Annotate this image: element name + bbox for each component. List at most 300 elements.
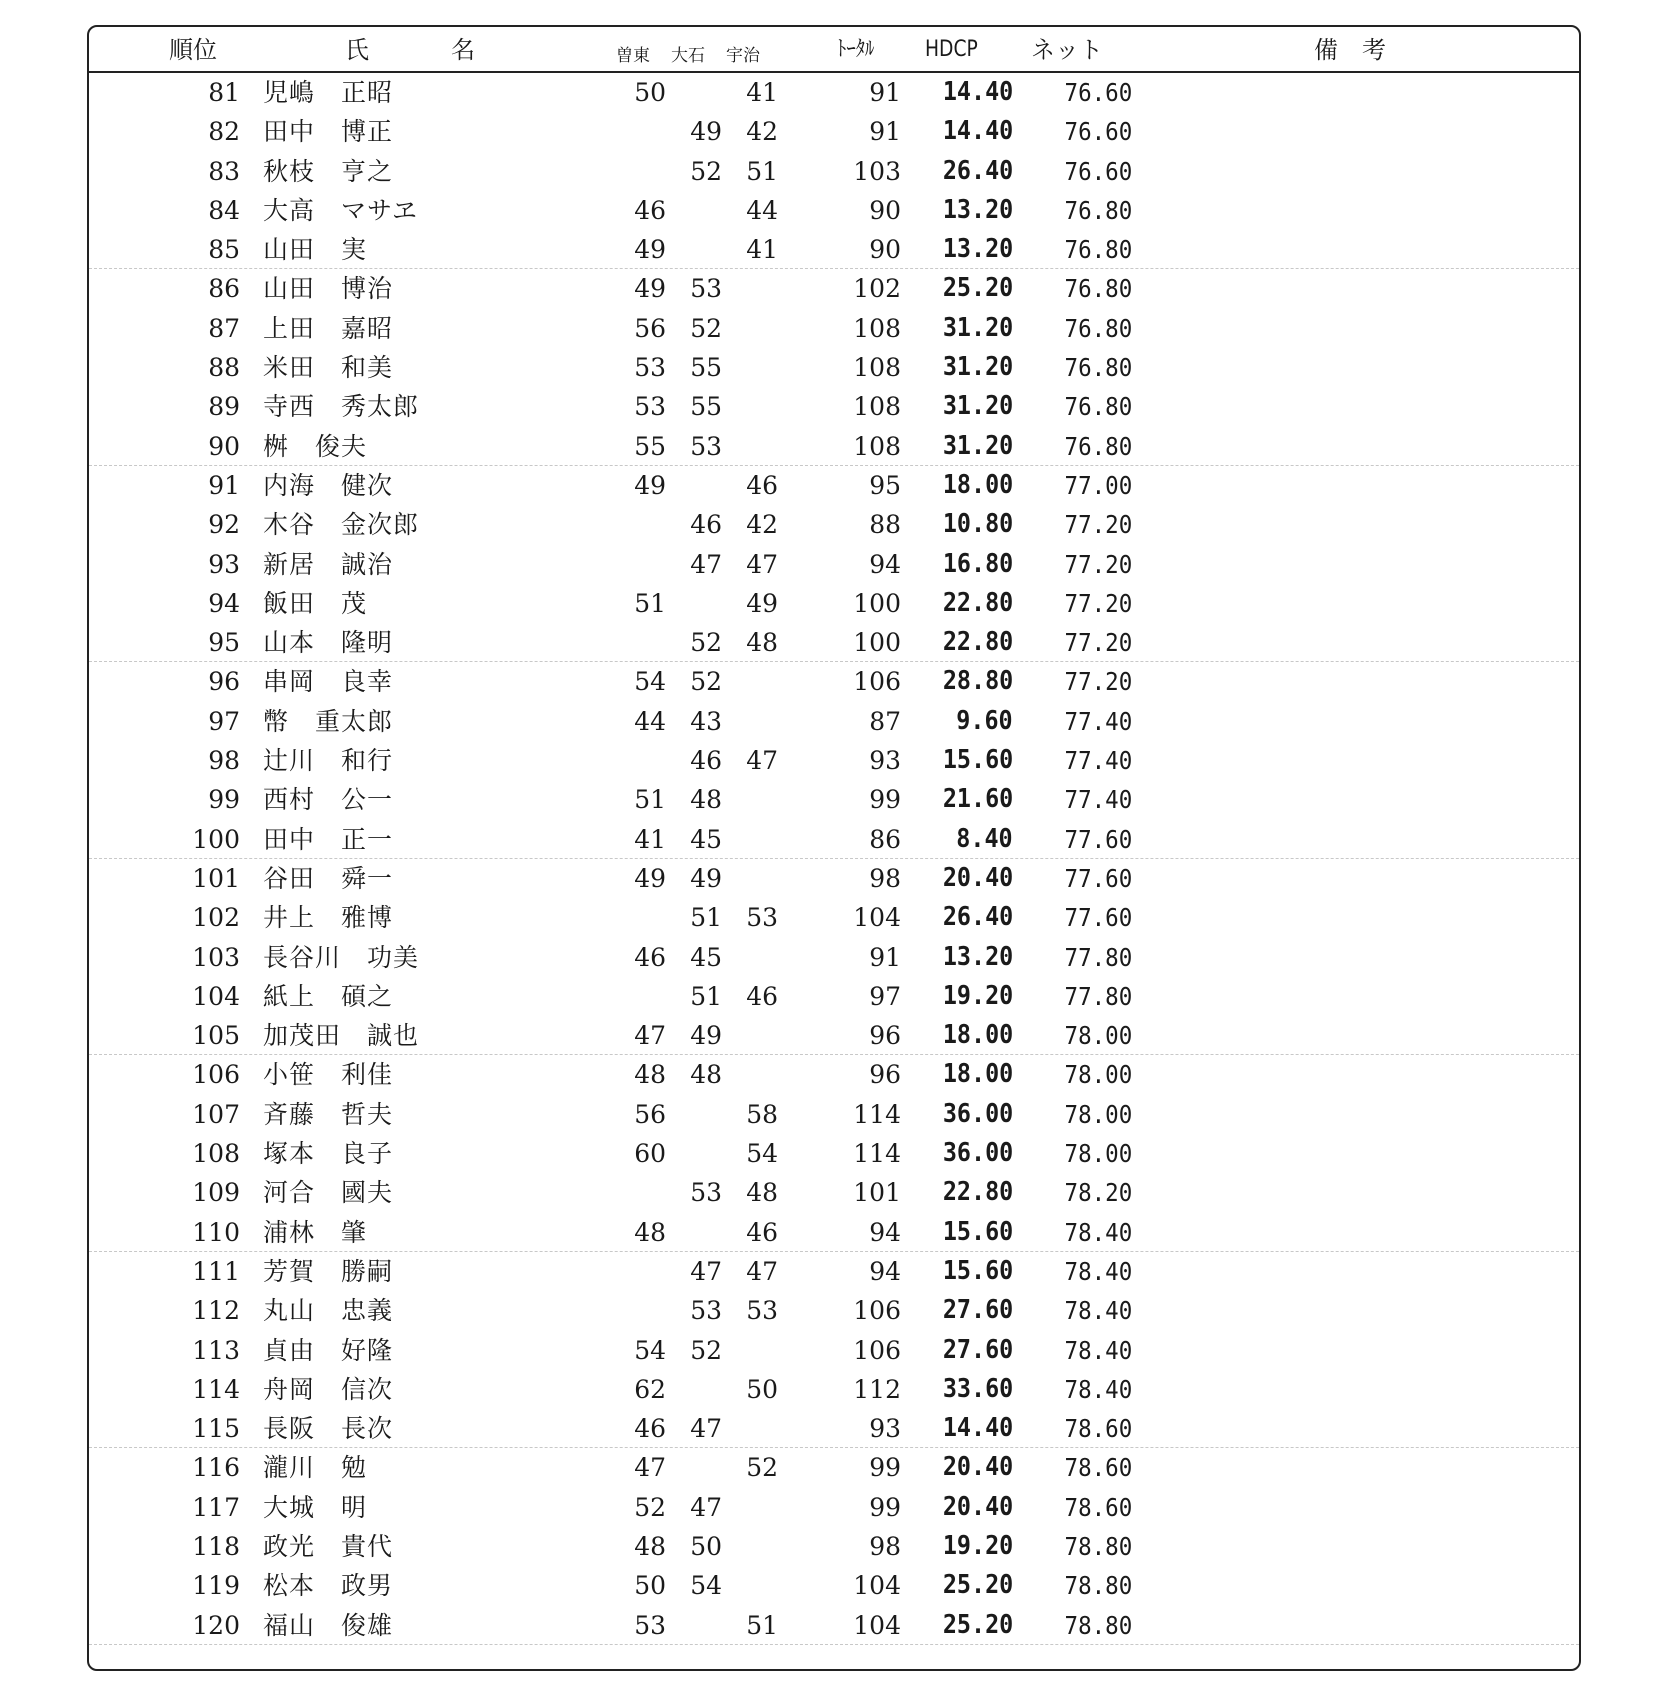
cell-rank: 83	[208, 156, 240, 186]
cell-hdcp: 15.60	[942, 1255, 1013, 1286]
cell-name: 山田 博治	[263, 274, 394, 304]
cell-s3: 52	[746, 1453, 778, 1483]
cell-net: 78.60	[1064, 1492, 1132, 1522]
cell-rank: 110	[192, 1217, 240, 1247]
cell-s1: 54	[634, 667, 666, 697]
table-row	[89, 1134, 1579, 1173]
table-row	[89, 1448, 1579, 1487]
cell-net: 78.00	[1064, 1139, 1132, 1169]
cell-s1: 50	[634, 78, 666, 107]
cell-s2: 45	[690, 824, 722, 854]
cell-net: 76.80	[1064, 235, 1132, 265]
cell-total: 104	[853, 903, 901, 933]
cell-s3: 58	[746, 1099, 778, 1129]
table-row	[89, 1055, 1579, 1094]
cell-rank: 100	[192, 824, 240, 854]
cell-rank: 90	[208, 431, 240, 461]
cell-total: 95	[869, 470, 901, 500]
cell-rank: 87	[208, 313, 240, 343]
cell-net: 76.60	[1064, 156, 1132, 186]
cell-s3: 49	[746, 588, 778, 618]
cell-rank: 94	[208, 588, 240, 618]
cell-name: 斉藤 哲夫	[263, 1099, 394, 1129]
cell-hdcp: 13.20	[942, 941, 1013, 972]
cell-rank: 93	[208, 549, 240, 579]
cell-name: 串岡 良幸	[263, 667, 394, 697]
cell-total: 100	[853, 588, 901, 618]
cell-rank: 99	[208, 785, 240, 815]
cell-net: 77.80	[1064, 981, 1132, 1011]
cell-net: 78.20	[1064, 1178, 1132, 1208]
cell-total: 103	[853, 156, 901, 186]
cell-net: 77.60	[1064, 903, 1132, 933]
cell-name: 幣 重太郎	[263, 706, 394, 736]
cell-hdcp: 22.80	[942, 587, 1013, 618]
table-row	[89, 977, 1579, 1016]
cell-rank: 86	[208, 274, 240, 304]
cell-rank: 88	[208, 353, 240, 383]
cell-hdcp: 33.60	[942, 1373, 1013, 1404]
cell-hdcp: 18.00	[942, 1059, 1013, 1090]
cell-name: 浦林 肇	[263, 1217, 368, 1247]
cell-net: 76.80	[1064, 392, 1132, 422]
cell-total: 98	[869, 863, 901, 893]
cell-total: 91	[869, 117, 901, 147]
header-net: ネット	[1031, 36, 1103, 64]
cell-rank: 118	[192, 1531, 240, 1561]
cell-s1: 46	[634, 1414, 666, 1444]
cell-net: 78.40	[1064, 1296, 1132, 1326]
cell-name: 内海 健次	[263, 470, 394, 500]
cell-net: 77.40	[1064, 785, 1132, 815]
cell-net: 76.80	[1064, 431, 1132, 461]
cell-total: 114	[853, 1099, 901, 1129]
cell-total: 108	[853, 353, 901, 383]
cell-rank: 89	[208, 392, 240, 422]
cell-total: 108	[853, 313, 901, 343]
cell-s1: 62	[634, 1374, 666, 1404]
cell-total: 99	[869, 785, 901, 815]
table-row	[89, 623, 1579, 662]
cell-s1: 49	[634, 274, 666, 304]
cell-net: 77.80	[1064, 942, 1132, 972]
cell-net: 77.60	[1064, 824, 1132, 854]
cell-net: 77.00	[1064, 470, 1132, 500]
cell-total: 100	[853, 628, 901, 658]
cell-name: 福山 俊雄	[263, 1610, 394, 1640]
cell-total: 99	[869, 1453, 901, 1483]
table-row	[89, 230, 1579, 269]
table-row	[89, 1409, 1579, 1448]
cell-rank: 102	[192, 903, 240, 933]
cell-rank: 103	[192, 942, 240, 972]
cell-s2: 53	[690, 1178, 722, 1208]
cell-net: 77.20	[1064, 510, 1132, 540]
cell-hdcp: 14.40	[942, 77, 1013, 107]
cell-name: 松本 政男	[263, 1571, 394, 1601]
cell-rank: 106	[192, 1060, 240, 1090]
cell-name: 児嶋 正昭	[263, 78, 394, 107]
cell-name: 小笹 利佳	[263, 1060, 394, 1090]
cell-name: 田中 正一	[263, 824, 394, 854]
cell-s1: 41	[634, 824, 666, 854]
cell-net: 78.80	[1064, 1571, 1132, 1601]
cell-s1: 47	[634, 1021, 666, 1051]
cell-net: 78.60	[1064, 1414, 1132, 1444]
cell-net: 78.40	[1064, 1217, 1132, 1247]
cell-total: 108	[853, 392, 901, 422]
cell-s1: 53	[634, 353, 666, 383]
cell-name: 政光 貴代	[263, 1531, 394, 1561]
header-rank: 順位	[169, 36, 217, 64]
cell-s1: 49	[634, 863, 666, 893]
cell-name: 紙上 碩之	[263, 981, 394, 1011]
cell-name: 米田 和美	[263, 353, 394, 383]
table-header	[89, 27, 1579, 73]
cell-hdcp: 13.20	[942, 194, 1013, 225]
cell-rank: 81	[208, 78, 240, 107]
cell-s3: 42	[746, 510, 778, 540]
cell-s1: 49	[634, 235, 666, 265]
cell-hdcp: 31.20	[942, 391, 1013, 422]
table-row	[89, 1566, 1579, 1605]
cell-s3: 47	[746, 1256, 778, 1286]
table-row	[89, 466, 1579, 505]
cell-s2: 52	[690, 313, 722, 343]
table-row	[89, 112, 1579, 151]
cell-s3: 42	[746, 117, 778, 147]
cell-hdcp: 25.20	[942, 273, 1013, 304]
cell-net: 78.60	[1064, 1453, 1132, 1483]
cell-rank: 120	[192, 1610, 240, 1640]
table-row	[89, 820, 1579, 859]
cell-total: 91	[869, 942, 901, 972]
cell-name: 舟岡 信次	[263, 1374, 394, 1404]
cell-name: 秋枝 亨之	[263, 156, 394, 186]
cell-hdcp: 26.40	[942, 902, 1013, 933]
table-row	[89, 938, 1579, 977]
cell-net: 77.20	[1064, 667, 1132, 697]
cell-hdcp: 20.40	[942, 1491, 1013, 1522]
cell-net: 78.80	[1064, 1531, 1132, 1561]
cell-s2: 45	[690, 942, 722, 972]
cell-hdcp: 16.80	[942, 548, 1013, 579]
cell-s3: 54	[746, 1139, 778, 1169]
cell-total: 94	[869, 549, 901, 579]
cell-s3: 41	[746, 78, 778, 107]
cell-s1: 48	[634, 1060, 666, 1090]
table-row	[89, 1016, 1579, 1055]
cell-s3: 41	[746, 235, 778, 265]
cell-net: 78.40	[1064, 1374, 1132, 1404]
cell-hdcp: 31.20	[942, 430, 1013, 461]
cell-s1: 55	[634, 431, 666, 461]
cell-s2: 46	[690, 746, 722, 776]
cell-name: 加茂田 誠也	[263, 1021, 420, 1051]
cell-total: 102	[853, 274, 901, 304]
cell-total: 106	[853, 1335, 901, 1365]
cell-s2: 52	[690, 156, 722, 186]
cell-total: 86	[869, 824, 901, 854]
table-row	[89, 73, 1579, 112]
cell-total: 88	[869, 510, 901, 540]
cell-s1: 56	[634, 313, 666, 343]
cell-net: 76.60	[1064, 78, 1132, 107]
table-row	[89, 898, 1579, 937]
cell-s3: 47	[746, 746, 778, 776]
cell-s2: 52	[690, 667, 722, 697]
cell-hdcp: 22.80	[942, 1177, 1013, 1208]
cell-s2: 53	[690, 1296, 722, 1326]
cell-s2: 51	[690, 903, 722, 933]
table-row	[89, 780, 1579, 819]
cell-name: 谷田 舜一	[263, 863, 394, 893]
cell-s3: 47	[746, 549, 778, 579]
cell-hdcp: 36.00	[942, 1138, 1013, 1169]
cell-hdcp: 10.80	[942, 509, 1013, 540]
cell-total: 87	[869, 706, 901, 736]
cell-s1: 52	[634, 1492, 666, 1522]
cell-hdcp: 15.60	[942, 1216, 1013, 1247]
cell-hdcp: 14.40	[942, 116, 1013, 147]
cell-rank: 107	[192, 1099, 240, 1129]
cell-hdcp: 31.20	[942, 312, 1013, 343]
cell-name: 桝 俊夫	[263, 431, 368, 461]
cell-s2: 46	[690, 510, 722, 540]
cell-rank: 108	[192, 1139, 240, 1169]
table-row	[89, 584, 1579, 623]
cell-s1: 53	[634, 1610, 666, 1640]
cell-name: 塚本 良子	[263, 1139, 394, 1169]
results-table	[87, 25, 1581, 1671]
cell-s2: 48	[690, 785, 722, 815]
cell-name: 山田 実	[263, 235, 368, 265]
cell-s2: 55	[690, 353, 722, 383]
cell-s2: 54	[690, 1571, 722, 1601]
table-row	[89, 1291, 1579, 1330]
cell-rank: 92	[208, 510, 240, 540]
cell-s2: 50	[690, 1531, 722, 1561]
cell-s2: 47	[690, 549, 722, 579]
cell-name: 新居 誠治	[263, 549, 394, 579]
cell-s1: 46	[634, 195, 666, 225]
cell-name: 井上 雅博	[263, 903, 394, 933]
table-row	[89, 348, 1579, 387]
table-row	[89, 545, 1579, 584]
cell-s2: 49	[690, 1021, 722, 1051]
cell-hdcp: 27.60	[942, 1295, 1013, 1326]
cell-rank: 84	[208, 195, 240, 225]
cell-s1: 48	[634, 1531, 666, 1561]
cell-name: 辻川 和行	[263, 746, 394, 776]
cell-total: 101	[853, 1178, 901, 1208]
cell-s2: 48	[690, 1060, 722, 1090]
cell-total: 91	[869, 78, 901, 107]
cell-name: 寺西 秀太郎	[263, 392, 420, 422]
cell-rank: 96	[208, 667, 240, 697]
cell-total: 94	[869, 1256, 901, 1286]
table-row	[89, 741, 1579, 780]
cell-net: 77.40	[1064, 746, 1132, 776]
cell-net: 76.60	[1064, 117, 1132, 147]
cell-name: 田中 博正	[263, 117, 394, 147]
cell-s3: 44	[746, 195, 778, 225]
cell-net: 78.80	[1064, 1610, 1132, 1640]
cell-total: 114	[853, 1139, 901, 1169]
table-row	[89, 662, 1579, 701]
table-row	[89, 1095, 1579, 1134]
cell-total: 93	[869, 1414, 901, 1444]
cell-name: 河合 國夫	[263, 1178, 394, 1208]
cell-s3: 46	[746, 981, 778, 1011]
cell-hdcp: 20.40	[942, 1452, 1013, 1483]
cell-s1: 56	[634, 1099, 666, 1129]
cell-s2: 49	[690, 117, 722, 147]
cell-hdcp: 14.40	[942, 1413, 1013, 1444]
cell-s1: 51	[634, 588, 666, 618]
header-name-2: 名	[451, 36, 475, 64]
table-footer-space	[89, 1633, 1579, 1669]
cell-name: 長谷川 功美	[263, 942, 420, 972]
table-row	[89, 1370, 1579, 1409]
cell-net: 76.80	[1064, 313, 1132, 343]
cell-s1: 51	[634, 785, 666, 815]
cell-name: 飯田 茂	[263, 588, 368, 618]
cell-hdcp: 20.40	[942, 862, 1013, 893]
cell-s3: 46	[746, 470, 778, 500]
cell-hdcp: 18.00	[942, 469, 1013, 500]
table-row	[89, 1527, 1579, 1566]
cell-net: 77.20	[1064, 628, 1132, 658]
cell-hdcp: 26.40	[942, 155, 1013, 186]
table-row	[89, 152, 1579, 191]
cell-hdcp: 36.00	[942, 1098, 1013, 1129]
cell-name: 長阪 長次	[263, 1414, 394, 1444]
cell-net: 77.20	[1064, 549, 1132, 579]
cell-total: 98	[869, 1531, 901, 1561]
table-row	[89, 1173, 1579, 1212]
cell-rank: 85	[208, 235, 240, 265]
cell-rank: 109	[192, 1178, 240, 1208]
cell-s1: 48	[634, 1217, 666, 1247]
cell-total: 96	[869, 1060, 901, 1090]
table-row	[89, 859, 1579, 898]
cell-hdcp: 15.60	[942, 745, 1013, 776]
cell-name: 貞由 好隆	[263, 1335, 394, 1365]
cell-hdcp: 25.20	[942, 1570, 1013, 1601]
table-row	[89, 309, 1579, 348]
cell-s1: 46	[634, 942, 666, 972]
cell-total: 104	[853, 1571, 901, 1601]
cell-s3: 50	[746, 1374, 778, 1404]
cell-hdcp: 8.40	[956, 823, 1013, 854]
cell-net: 78.00	[1064, 1060, 1132, 1090]
cell-rank: 97	[208, 706, 240, 736]
table-row	[89, 1331, 1579, 1370]
table-row	[89, 1488, 1579, 1527]
cell-total: 104	[853, 1610, 901, 1640]
cell-rank: 91	[208, 470, 240, 500]
cell-rank: 95	[208, 628, 240, 658]
cell-rank: 104	[192, 981, 240, 1011]
cell-rank: 115	[192, 1414, 240, 1444]
cell-rank: 114	[192, 1374, 240, 1404]
cell-hdcp: 19.20	[942, 980, 1013, 1011]
cell-s3: 51	[746, 156, 778, 186]
cell-hdcp: 9.60	[956, 705, 1013, 736]
cell-name: 木谷 金次郎	[263, 510, 420, 540]
cell-hdcp: 19.20	[942, 1530, 1013, 1561]
cell-total: 96	[869, 1021, 901, 1051]
cell-s2: 52	[690, 628, 722, 658]
header-name-1: 氏	[345, 36, 369, 64]
cell-s1: 53	[634, 392, 666, 422]
cell-name: 上田 嘉昭	[263, 313, 394, 343]
cell-s3: 46	[746, 1217, 778, 1247]
table-row	[89, 505, 1579, 544]
cell-net: 78.00	[1064, 1021, 1132, 1051]
cell-s1: 47	[634, 1453, 666, 1483]
cell-hdcp: 13.20	[942, 234, 1013, 265]
cell-hdcp: 31.20	[942, 352, 1013, 383]
cell-s1: 50	[634, 1571, 666, 1601]
header-remarks: 備 考	[1314, 36, 1386, 64]
cell-total: 106	[853, 667, 901, 697]
cell-s3: 48	[746, 628, 778, 658]
cell-rank: 82	[208, 117, 240, 147]
cell-hdcp: 27.60	[942, 1334, 1013, 1365]
cell-total: 90	[869, 235, 901, 265]
header-course-3: 宇治	[726, 46, 760, 66]
cell-s2: 53	[690, 274, 722, 304]
table-row	[89, 1252, 1579, 1291]
cell-total: 90	[869, 195, 901, 225]
header-course-2: 大石	[671, 46, 705, 66]
cell-rank: 119	[192, 1571, 240, 1601]
cell-rank: 116	[192, 1453, 240, 1483]
cell-s3: 53	[746, 903, 778, 933]
cell-net: 76.80	[1064, 353, 1132, 383]
cell-rank: 101	[192, 863, 240, 893]
cell-net: 77.20	[1064, 588, 1132, 618]
cell-s3: 48	[746, 1178, 778, 1208]
cell-s2: 47	[690, 1256, 722, 1286]
cell-s1: 54	[634, 1335, 666, 1365]
cell-total: 93	[869, 746, 901, 776]
cell-name: 瀧川 勉	[263, 1453, 368, 1483]
header-course-1: 曽東	[616, 46, 650, 66]
table-body	[89, 73, 1579, 1645]
cell-s3: 51	[746, 1610, 778, 1640]
cell-rank: 117	[192, 1492, 240, 1522]
header-total: ﾄｰﾀﾙ	[837, 37, 875, 62]
table-row	[89, 191, 1579, 230]
table-row	[89, 387, 1579, 426]
cell-net: 78.40	[1064, 1335, 1132, 1365]
cell-net: 76.80	[1064, 195, 1132, 225]
cell-s2: 53	[690, 431, 722, 461]
table-row	[89, 269, 1579, 308]
cell-hdcp: 18.00	[942, 1020, 1013, 1051]
table-row	[89, 427, 1579, 466]
cell-net: 77.60	[1064, 863, 1132, 893]
cell-hdcp: 22.80	[942, 627, 1013, 658]
cell-rank: 105	[192, 1021, 240, 1051]
cell-rank: 112	[192, 1296, 240, 1326]
cell-s1: 60	[634, 1139, 666, 1169]
cell-net: 78.00	[1064, 1099, 1132, 1129]
header-hdcp: HDCP	[925, 37, 978, 62]
